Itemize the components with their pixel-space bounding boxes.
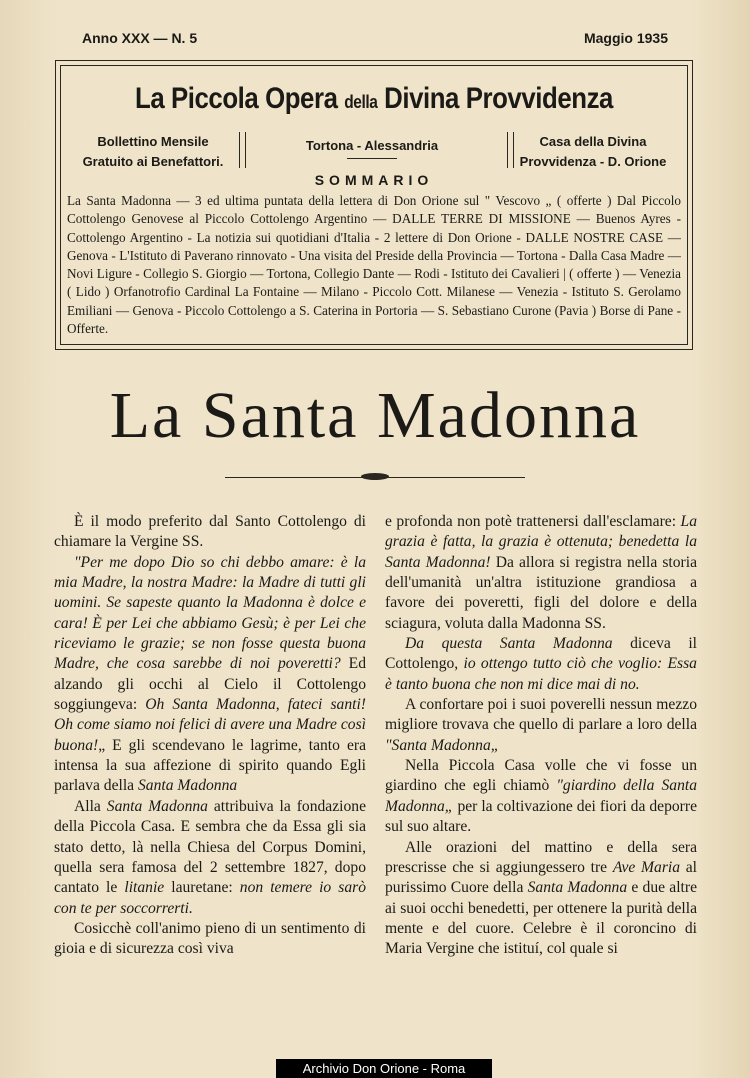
paragraph [54, 919, 366, 960]
article-title: La Santa Madonna [109, 379, 641, 452]
masthead-subhead [61, 132, 687, 172]
emphasis: "Santa Madonna„ [385, 736, 500, 754]
text-run: attribuiva la fondazione della Piccola Casa. E sembra che da Essa gli sia stato detto, là nella Chiesa del Corpus Domini, quella sera famosa del 2 settembre 1827, dopo cantato le [54, 797, 366, 897]
sommario-text: La Santa Madonna — 3 ed ultima puntata della lettera di Don Orione sul " Vescovo „ ( offerte ) Dal Piccolo Cottolengo Genovese al Piccolo Cottolengo Argentino — DALLE TERRE DI MISSIONE — Buenos Ayres - Cottolengo Argentino - La notizia sui quotidiani d'Italia - 2 lettere di Don Orione - DALLE NOSTRE CASE — Genova - L'Istituto di Paverano rinnovato - Una visita del Preside della Provincia — Tortona - Dalla Casa Madre — Novi Ligure - Collegio S. Giorgio — Tortona, Collegio Dante — Rodi - Istituto dei Cavalieri | ( offerte ) — Venezia ( Lido ) Orfanotrofio Cardinal La Fontaine — Milano - Piccolo Cott. Milanese — Venezia - Istituto S. Gerolamo Emiliani — Genova - Piccolo Cottolengo a S. Caterina in Portoria — S. Sebastiano Curone (Pavia ) Borse di Pane - Offerte. [67, 193, 681, 337]
emphasis: Santa Madonna [137, 777, 238, 795]
quote: La grazia è fatta, la grazia è ottenuta; benedetta la Santa Madonna! [385, 513, 697, 571]
issue-date: Maggio 1935 [583, 30, 668, 46]
article-column-right [385, 512, 697, 960]
masthead-box [55, 60, 693, 350]
text-run: al purissimo Cuore della [385, 858, 698, 897]
title-ornament [225, 476, 525, 478]
masthead-title-connector: della [344, 92, 378, 112]
publisher-info [503, 132, 683, 172]
text-run: Cosicchè coll'animo pieno di un sentimento di gioia e di sicurezza così viva [54, 919, 366, 958]
masthead-title [105, 82, 643, 116]
masthead-inner-border [60, 65, 688, 345]
text-run: „ E gli scendevano le lagrime, tanto era intensa la sua affezione di spirito quando Egli parlava della [54, 736, 366, 795]
paragraph [385, 512, 697, 634]
paragraph [385, 756, 697, 837]
text-run: per la coltivazione dei fiori da deporre sul suo altare. [385, 797, 697, 836]
bulletin-info [69, 132, 237, 172]
text-run: e profonda non potè trattenersi dall'esclamare: [385, 513, 681, 530]
location-text: Tortona - Alessandria [305, 138, 439, 153]
paragraph [54, 512, 366, 553]
quote: non temere io sarò con te per soccorrerti. [54, 879, 366, 917]
paragraph [385, 695, 697, 756]
quote: "Per me dopo Dio so chi debbo amare: è la mia Madre, la nostra Madre: la Madre di tutti gli uomini. Se sapeste quanto la Madonna è dolce e cara! È per Lei che abbiamo Gesù; è per Lei che riceviamo le grazie; se non fosse questa buona Madre, che cosa sarebbe di noi poveretti? [54, 553, 366, 673]
text-run: Da allora si registra nella storia dell'umanità un'altra istituzione grandiosa a favore dei poveretti, figli del dolore e della sciagura, voluta dalla Madonna SS. [385, 553, 697, 632]
paragraph [54, 553, 366, 797]
publisher-line-2: Provvidenza - D. Orione [519, 154, 667, 169]
quote: "giardino della Santa Madonna„ [385, 777, 698, 815]
location [257, 138, 487, 159]
masthead-title-part1: La Piccola Opera [135, 82, 338, 115]
emphasis: Santa Madonna [106, 797, 208, 815]
text-run: Ed alzando gli occhi al Cielo il Cottolengo soggiungeva: [54, 655, 366, 714]
bulletin-line-1: Bollettino Mensile [97, 134, 209, 149]
paragraph [54, 797, 366, 919]
running-header [82, 30, 668, 50]
emphasis: Da questa Santa Madonna [405, 635, 613, 653]
masthead-title-part2: Divina Provvidenza [384, 82, 613, 115]
issue-number: Anno XXX — N. 5 [82, 30, 198, 46]
emphasis: litanie [124, 879, 165, 897]
bulletin-line-2: Gratuito ai Benefattori. [82, 154, 224, 169]
text-run: A confortare poi i suoi poverelli nessun mezzo migliore trovava che quello di parlare a loro della [385, 696, 697, 734]
publisher-line-1: Casa della Divina [539, 134, 647, 149]
sommario-heading: SOMMARIO [314, 172, 434, 188]
emphasis: Santa Madonna [527, 879, 628, 897]
text-run: diceva il Cottolengo, [385, 635, 697, 673]
text-run: Alle orazioni del mattino e della sera prescrisse che si aggiungessero tre [385, 838, 697, 876]
divider-left [239, 132, 246, 168]
location-rule [347, 158, 397, 159]
article-column-left [54, 512, 366, 960]
text-run: Alla [74, 797, 107, 815]
text-run: e due altre ai suoi occhi benedetti, per ottenere la purità della mente e del cuore. Celebre è il coroncino di Maria Vergine che istituí, col quale si [385, 879, 697, 958]
text-run: lauretane: [164, 879, 240, 897]
text-run: Nella Piccola Casa volle che vi fosse un giardino che egli chiamò [385, 757, 697, 795]
paragraph [385, 838, 697, 960]
text-run: È il modo preferito dal Santo Cottolengo di chiamare la Vergine SS. [54, 513, 366, 551]
paragraph [385, 634, 697, 695]
archive-label: Archivio Don Orione - Roma [276, 1059, 492, 1078]
quote: io ottengo tutto ciò che voglio: Essa è tanto buona che non mi dice mai di no. [385, 655, 697, 693]
quote: Oh Santa Madonna, fateci santi! Oh come siamo noi felici di avere una Madre così buona! [54, 696, 366, 754]
ornament-center [361, 473, 389, 480]
archive-footer [0, 1059, 750, 1078]
emphasis: Ave Maria [612, 858, 681, 876]
